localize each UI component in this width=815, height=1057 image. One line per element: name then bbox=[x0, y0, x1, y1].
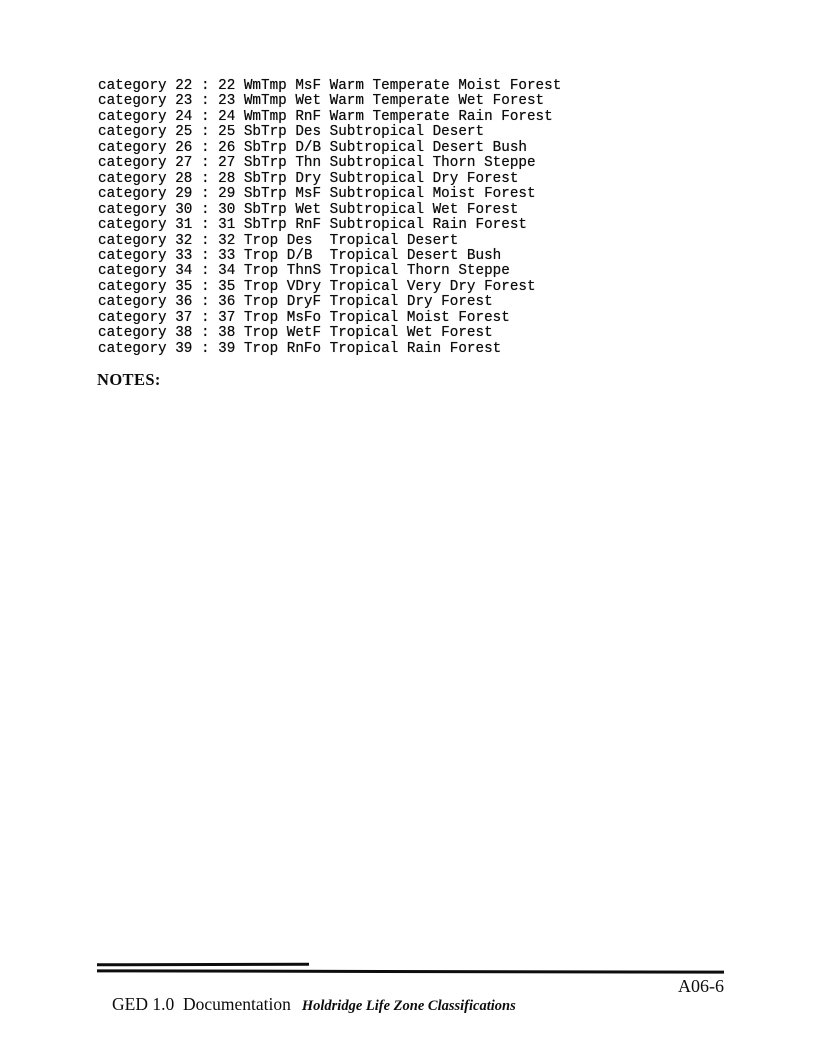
category-line: category 32 : 32 Trop Des Tropical Desert bbox=[98, 232, 459, 249]
category-line: category 26 : 26 SbTrp D/B Subtropical Desert Bush bbox=[98, 139, 527, 156]
footer-page-number: A06-6 bbox=[678, 976, 724, 996]
category-line: category 33 : 33 Trop D/B Tropical Desert Bush bbox=[98, 247, 502, 264]
notes-heading: NOTES: bbox=[97, 370, 161, 389]
category-line: category 25 : 25 SbTrp Des Subtropical Desert bbox=[98, 124, 485, 141]
category-line: category 35 : 35 Trop VDry Tropical Very Dry Forest bbox=[98, 278, 536, 295]
category-line: category 34 : 34 Trop ThnS Tropical Thorn Steppe bbox=[98, 263, 510, 280]
category-line: category 36 : 36 Trop DryF Tropical Dry Forest bbox=[98, 294, 493, 311]
category-line: category 38 : 38 Trop WetF Tropical Wet Forest bbox=[98, 325, 493, 342]
category-line: category 29 : 29 SbTrp MsF Subtropical Moist Forest bbox=[98, 186, 536, 203]
category-listing bbox=[98, 79, 561, 357]
footer-rule-main bbox=[97, 969, 724, 973]
footer-rule-thin bbox=[97, 963, 309, 966]
category-line: category 28 : 28 SbTrp Dry Subtropical Dry Forest bbox=[98, 170, 519, 187]
category-line: category 30 : 30 SbTrp Wet Subtropical Wet Forest bbox=[98, 201, 519, 218]
category-line: category 39 : 39 Trop RnFo Tropical Rain Forest bbox=[98, 340, 502, 357]
category-line: category 37 : 37 Trop MsFo Tropical Moist Forest bbox=[98, 309, 510, 326]
category-line: category 27 : 27 SbTrp Thn Subtropical Thorn Steppe bbox=[98, 155, 536, 172]
category-line: category 24 : 24 WmTmp RnF Warm Temperate Rain Forest bbox=[98, 108, 553, 125]
footer-doc-title: GED 1.0 Documentation bbox=[112, 994, 291, 1014]
footer bbox=[96, 976, 516, 1033]
category-line: category 23 : 23 WmTmp Wet Warm Temperate Wet Forest bbox=[98, 93, 545, 110]
category-line: category 22 : 22 WmTmp MsF Warm Temperate Moist Forest bbox=[98, 78, 562, 94]
category-line: category 31 : 31 SbTrp RnF Subtropical Rain Forest bbox=[98, 217, 527, 234]
footer-section-title: Holdridge Life Zone Classifications bbox=[301, 998, 516, 1014]
